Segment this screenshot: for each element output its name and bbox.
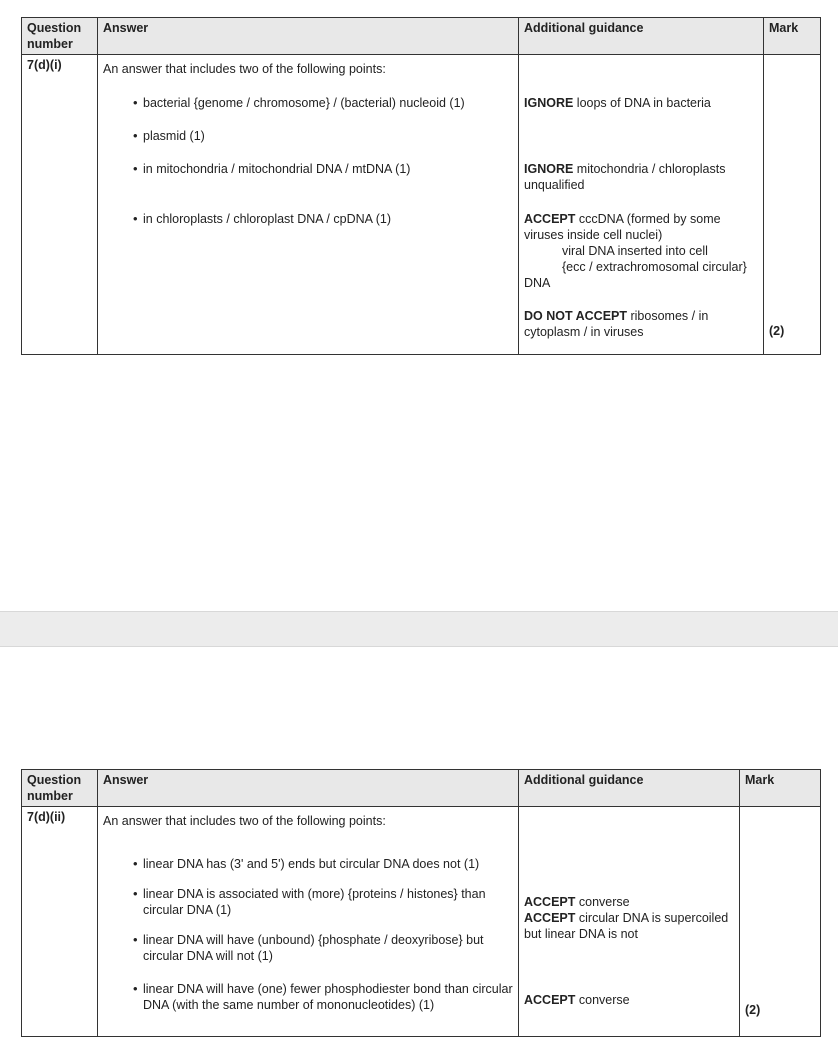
answer-point: • in mitochondria / mitochondrial DNA / mtDNA (1) xyxy=(133,161,513,177)
answer-cell xyxy=(98,807,519,1037)
mark-value: (2) xyxy=(745,1003,761,1017)
guidance-item xyxy=(524,95,758,111)
guidance-keyword: ACCEPT xyxy=(524,911,576,925)
guidance-text: mitochondria / chloroplasts unqualified xyxy=(524,162,726,192)
guidance-text: {ecc / extrachromosomal circular} xyxy=(562,260,747,274)
guidance-keyword: IGNORE xyxy=(524,96,574,110)
guidance-item xyxy=(524,211,758,243)
answer-points xyxy=(103,95,513,227)
answer-cell xyxy=(98,55,519,355)
guidance-text: cccDNA (formed by some viruses inside cell nuclei) xyxy=(524,212,721,242)
answer-point: • linear DNA will have (unbound) {phosphate / deoxyribose} but circular DNA will not (1) xyxy=(133,932,513,964)
guidance-text: converse xyxy=(575,895,630,909)
guidance-cell xyxy=(519,55,764,355)
table-row xyxy=(22,807,821,1037)
mark-cell xyxy=(740,807,821,1037)
guidance-item xyxy=(524,308,758,340)
guidance-text: ribosomes / in cytoplasm / in viruses xyxy=(524,309,709,339)
guidance-item xyxy=(524,992,734,1008)
answer-point: • linear DNA will have (one) fewer phosphodiester bond than circular DNA (with the same number of mononucleotides) (1) xyxy=(133,981,513,1013)
guidance-item xyxy=(524,910,734,942)
guidance-text: circular DNA is supercoiled but linear DNA is not xyxy=(524,911,729,941)
question-number: 7(d)(i) xyxy=(22,55,98,355)
header-answer: Answer xyxy=(98,18,519,55)
guidance-item xyxy=(524,894,734,910)
answer-point: • bacterial {genome / chromosome} / (bacterial) nucleoid (1) xyxy=(133,95,513,111)
table-header-row xyxy=(22,18,821,55)
mark-scheme-table-7dii xyxy=(21,769,821,1037)
guidance-text: converse xyxy=(575,993,630,1007)
guidance-keyword: ACCEPT xyxy=(524,212,576,226)
header-additional-guidance: Additional guidance xyxy=(519,18,764,55)
question-number: 7(d)(ii) xyxy=(22,807,98,1037)
guidance-keyword: ACCEPT xyxy=(524,895,576,909)
page-break xyxy=(0,611,838,647)
guidance-keyword: ACCEPT xyxy=(524,993,576,1007)
table-row xyxy=(22,55,821,355)
mark-cell xyxy=(764,55,821,355)
table-header-row xyxy=(22,770,821,807)
answer-point: • linear DNA is associated with (more) {proteins / histones} than circular DNA (1) xyxy=(133,886,513,918)
header-mark: Mark xyxy=(764,18,821,55)
header-question-number: Question number xyxy=(22,770,98,807)
header-question-number: Question number xyxy=(22,18,98,55)
header-mark: Mark xyxy=(740,770,821,807)
answer-intro: An answer that includes two of the following points: xyxy=(103,62,386,76)
answer-point: • plasmid (1) xyxy=(133,128,513,144)
guidance-keyword: IGNORE xyxy=(524,162,574,176)
guidance-text: DNA xyxy=(524,276,551,290)
guidance-item xyxy=(524,161,758,193)
mark-scheme-table-7di xyxy=(21,17,821,355)
answer-point: • in chloroplasts / chloroplast DNA / cpDNA (1) xyxy=(133,211,513,227)
answer-point: • linear DNA has (3' and 5') ends but circular DNA does not (1) xyxy=(133,856,513,872)
header-answer: Answer xyxy=(98,770,519,807)
guidance-cell xyxy=(519,807,740,1037)
guidance-text: loops of DNA in bacteria xyxy=(573,96,711,110)
guidance-keyword: DO NOT ACCEPT xyxy=(524,309,628,323)
guidance-text: viral DNA inserted into cell xyxy=(562,244,708,258)
header-additional-guidance: Additional guidance xyxy=(519,770,740,807)
mark-value: (2) xyxy=(769,324,785,338)
answer-points xyxy=(103,856,513,1013)
answer-intro: An answer that includes two of the following points: xyxy=(103,814,386,828)
